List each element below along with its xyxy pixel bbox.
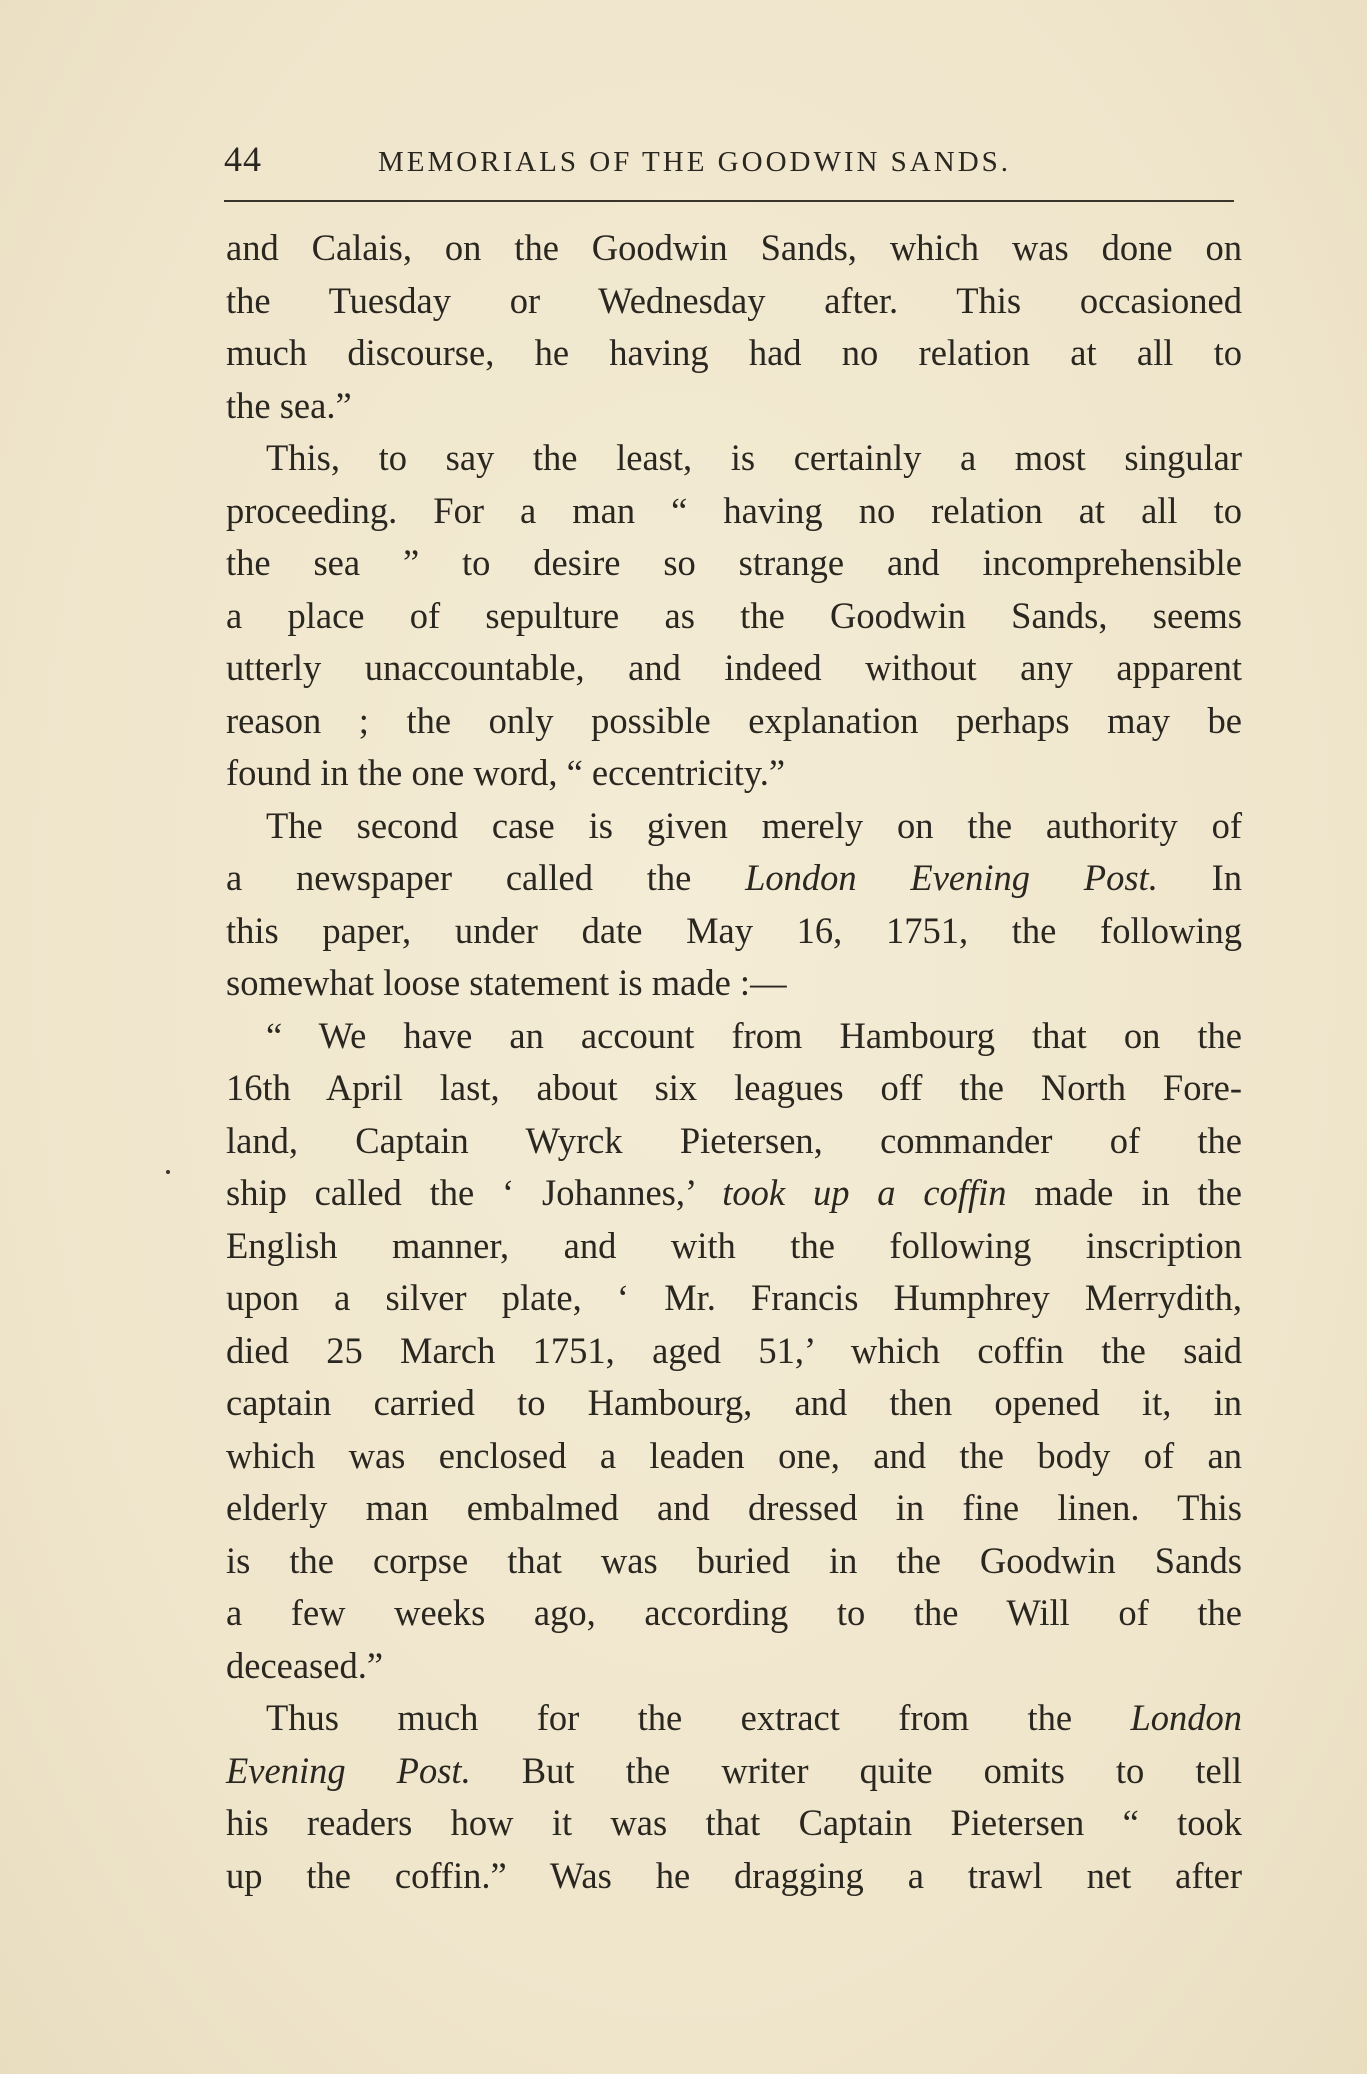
text-line: reason ; the only possible explanation perhaps may be — [226, 699, 1242, 741]
text-line: found in the one word, “ eccentricity.” — [226, 752, 786, 793]
italic-phrase: took up a coffin — [722, 1172, 1007, 1213]
header-rule — [224, 200, 1234, 202]
text-line: is the corpse that was buried in the Goodwin Sands — [226, 1539, 1242, 1581]
text-line: English manner, and with the following inscription — [226, 1224, 1242, 1266]
text-line: utterly unaccountable, and indeed without any apparent — [226, 647, 1242, 688]
text-fragment: But the writer quite omits to tell — [470, 1749, 1242, 1791]
italic-title: Evening Post. — [226, 1749, 471, 1791]
body-text — [226, 222, 1242, 1902]
text-fragment: Thus much for the extract from the — [266, 1697, 1131, 1738]
text-fragment: a newspaper called the — [226, 857, 746, 898]
text-line-italic-mix — [226, 1692, 1242, 1745]
page-header — [224, 138, 1234, 188]
text-fragment: ship called the ‘ Johannes,’ — [226, 1172, 723, 1213]
running-title: MEMORIALS OF THE GOODWIN SANDS. — [378, 146, 1012, 178]
text-line: a few weeks ago, according to the Will of the — [226, 1592, 1242, 1633]
text-line: his readers how it was that Captain Pietersen “ took — [226, 1802, 1242, 1843]
text-line: upon a silver plate, ‘ Mr. Francis Humphrey Merrydith, — [226, 1277, 1242, 1318]
text-line: deceased.” — [226, 1644, 384, 1686]
text-line: up the coffin.” Was he dragging a trawl net after — [226, 1854, 1242, 1896]
italic-title: London Evening Post. — [745, 857, 1158, 898]
text-line: which was enclosed a leaden one, and the body of an — [226, 1434, 1242, 1476]
text-line: This, to say the least, is certainly a most singular — [266, 437, 1242, 478]
page-number: 44 — [224, 139, 262, 179]
print-speck — [166, 1170, 170, 1174]
text-line-italic-mix — [226, 1167, 1242, 1220]
text-line-italic-mix — [226, 1745, 1242, 1798]
text-line: The second case is given merely on the authority of — [266, 804, 1242, 846]
text-line: a place of sepulture as the Goodwin Sands, seems — [226, 594, 1242, 636]
text-line: land, Captain Wyrck Pietersen, commander of the — [226, 1119, 1242, 1161]
text-line: “ We have an account from Hambourg that on the — [266, 1014, 1242, 1056]
text-line: the Tuesday or Wednesday after. This occasioned — [226, 279, 1242, 321]
text-line: the sea.” — [226, 384, 352, 426]
text-line: and Calais, on the Goodwin Sands, which was done on — [226, 227, 1242, 268]
text-line: much discourse, he having had no relation at all to — [226, 332, 1242, 373]
text-line: 16th April last, about six leagues off the North Fore- — [226, 1067, 1242, 1108]
text-fragment: made in the — [1006, 1172, 1243, 1213]
text-line: this paper, under date May 16, 1751, the following — [226, 909, 1242, 951]
text-line: elderly man embalmed and dressed in fine linen. This — [226, 1487, 1242, 1528]
text-line: died 25 March 1751, aged 51,’ which coffin the said — [226, 1329, 1242, 1371]
text-line: somewhat loose statement is made :— — [226, 962, 787, 1003]
text-fragment: In — [1157, 857, 1243, 898]
text-line: the sea ” to desire so strange and incomprehensible — [226, 542, 1242, 583]
text-line: proceeding. For a man “ having no relation at all to — [226, 489, 1242, 531]
text-line: captain carried to Hambourg, and then opened it, in — [226, 1382, 1242, 1423]
text-line-italic-mix — [226, 852, 1242, 905]
italic-title: London — [1130, 1697, 1242, 1738]
